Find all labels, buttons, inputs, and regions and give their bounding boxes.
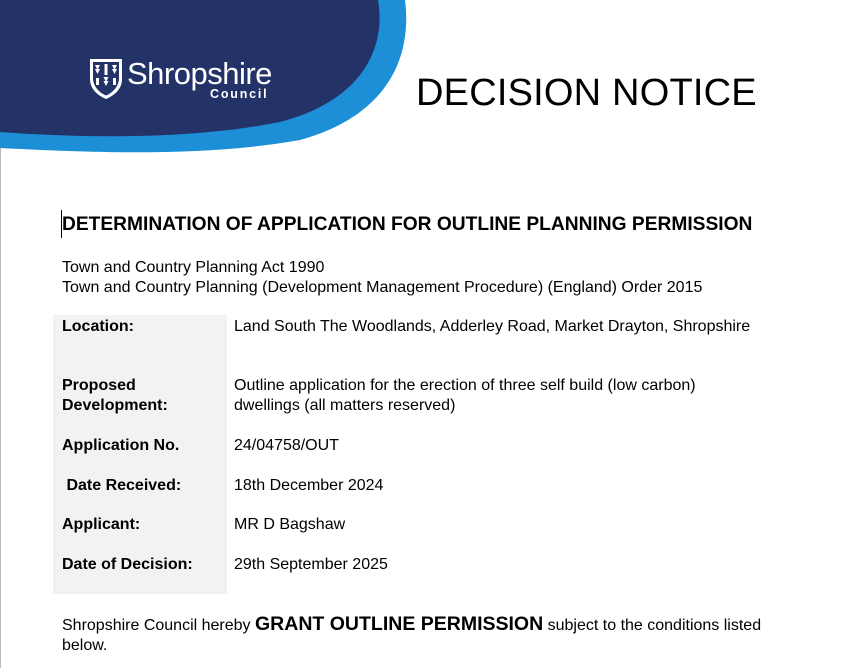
decision-date-label: Date of Decision: (62, 556, 193, 573)
logo-wordmark: Shropshire (127, 56, 272, 91)
applicant-label: Applicant: (62, 516, 141, 533)
applicant-value: MR D Bagshaw (234, 516, 346, 533)
legislation-line: Town and Country Planning Act 1990 (62, 259, 325, 276)
application-number-value: 24/04758/OUT (234, 437, 339, 454)
grant-decision: GRANT OUTLINE PERMISSION (255, 613, 544, 635)
decision-date-value: 29th September 2025 (234, 556, 388, 573)
grant-statement (62, 614, 782, 656)
grant-intro: Shropshire Council hereby (62, 617, 255, 634)
logo-subtitle: Council (210, 87, 269, 101)
council-logo (89, 57, 279, 103)
date-received-value: 18th December 2024 (234, 477, 384, 494)
proposed-development-label: Proposed Development: (62, 377, 168, 414)
determination-heading: DETERMINATION OF APPLICATION FOR OUTLINE PLANNING PERMISSION (62, 214, 753, 235)
notice-title: DECISION NOTICE (416, 72, 757, 114)
legislation-line: Town and Country Planning (Development Management Procedure) (England) Order 2015 (62, 278, 703, 296)
legislation-block (62, 258, 702, 297)
proposed-development-value: Outline application for the erection of three self build (low carbon) dwellings (all matters reserved) (234, 377, 696, 414)
date-received-label: Date Received: (62, 477, 182, 494)
application-number-label: Application No. (62, 437, 180, 454)
grant-conditions: subject to the conditions listed below. (62, 617, 762, 654)
location-label: Location: (62, 318, 134, 335)
crest-icon (89, 57, 123, 99)
location-value: Land South The Woodlands, Adderley Road, Market Drayton, Shropshire (234, 318, 751, 335)
